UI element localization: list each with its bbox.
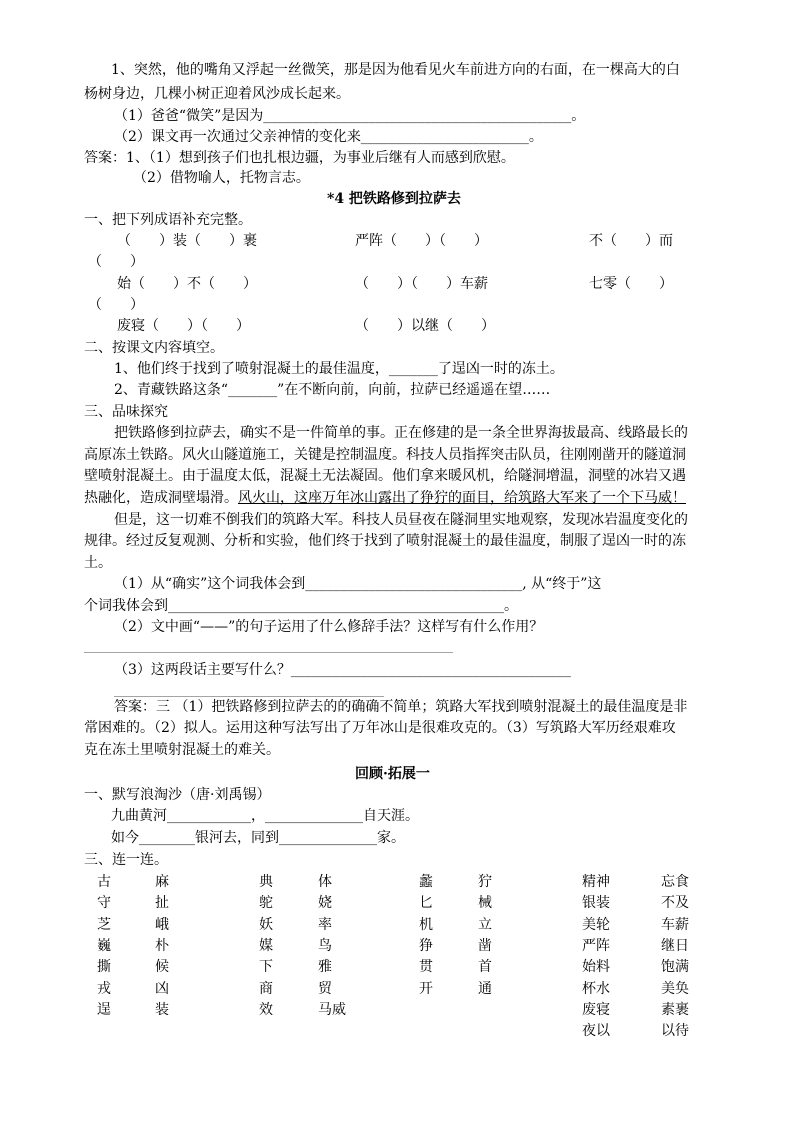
idiom-3-2: （ ）以继（ ） <box>355 318 495 334</box>
q1-line-2: 杨树身边，几棵小树正迎着风沙成长起来。 <box>84 86 350 102</box>
idiom-1-3: 不（ ）而 <box>589 233 673 249</box>
question-2: （2）文中画“——”的句子运用了什么修辞手法？这样写有什么作用？ <box>114 619 544 635</box>
passage-1-line-2: 高原冻土铁路。风火山隧道施工，关键是控制温度。科技人员指挥突击队员，往刚刚凿开的隧道洞 <box>84 447 686 463</box>
answer-blank-line-2: ____________________________________________________________ <box>114 687 384 697</box>
match-item: 扯 <box>155 895 169 912</box>
idiom-2-2: （ ）（ ）车薪 <box>355 276 488 292</box>
match-item: 古 <box>97 874 111 890</box>
answer-line-1: 答案：三 （1）把铁路修到拉萨去的的确确不简单；筑路大军找到喷射混凝土的最佳温度是非 <box>114 699 688 715</box>
match-item: 狰 <box>419 937 433 954</box>
match-item: 精神 <box>582 874 610 890</box>
match-item: 雅 <box>318 959 332 976</box>
match-item: 开 <box>419 980 433 997</box>
match-item: 不及 <box>661 895 689 912</box>
match-item: 候 <box>155 959 169 976</box>
passage-1-line-1: 把铁路修到拉萨去，确实不是一件简单的事。正在修建的是一条全世界海拔最高、线路最长的 <box>114 425 688 441</box>
match-item: 匕 <box>419 895 433 912</box>
match-item: 撕 <box>97 959 111 976</box>
match-item: 忘食 <box>661 874 689 890</box>
match-item: 体 <box>318 874 332 890</box>
match-item: 妖 <box>259 916 273 933</box>
match-item: 狞 <box>478 874 492 890</box>
idiom-2-3: 七零（ ） <box>589 276 673 292</box>
match-item: 继日 <box>661 937 689 954</box>
idiom-3-1: 废寝（ ）（ ） <box>117 318 250 334</box>
match-item: 车薪 <box>661 916 689 933</box>
q1-sub-2: （2）课文再一次通过父亲神情的变化来________________________。 <box>114 129 543 145</box>
idiom-1-2: 严阵（ ）（ ） <box>355 233 488 249</box>
match-item: 朴 <box>155 937 169 954</box>
answer-line-2: 常困难的。（2）拟人。运用这种写法写出了万年冰山是很难攻克的。（3）写筑路大军历经艰难攻 <box>84 720 676 736</box>
question-1a: （1）从“确实”这个词我体会到_______________________________, 从“终于”这 <box>114 576 602 592</box>
q1-answer-1: 答案：1、（1）想到孩子们也扎根边疆，为事业后继有人而感到欣慰。 <box>84 150 515 166</box>
poem-line-2: 如今________银河去，同到______________家。 <box>111 830 405 846</box>
idiom-1-3-wrap: （ ） <box>88 254 144 270</box>
answer-line-3: 克在冻土里喷射混凝土的难关。 <box>84 742 280 758</box>
match-item: 马威 <box>318 1001 346 1018</box>
answer-blank-line: __________________________________________________________________________________ <box>84 643 453 653</box>
match-item: 饱满 <box>661 959 689 976</box>
match-item: 废寝 <box>582 1001 610 1018</box>
match-item: 巍 <box>97 937 111 954</box>
match-item: 鸟 <box>318 937 332 954</box>
q1-line-1: 1、突然，他的嘴角又浮起一丝微笑，那是因为他看见火车前进方向的右面，在一棵高大的白 <box>111 62 680 78</box>
match-item: 逞 <box>97 1001 111 1018</box>
section-heading-2: 二、按课文内容填空。 <box>84 340 224 356</box>
match-item: 机 <box>419 916 433 933</box>
question-1b: 个词我体会到________________________________________________。 <box>84 598 518 614</box>
match-item: 蠡 <box>419 874 433 890</box>
match-item: 贯 <box>419 959 433 976</box>
match-item: 峨 <box>155 916 169 933</box>
passage-2-line-2: 规律。经过反复观测、分析和实验，他们终于找到了喷射混凝土的最佳温度，制服了逞凶一时的冻 <box>84 533 686 549</box>
match-item: 效 <box>259 1001 273 1018</box>
match-item: 戎 <box>97 980 111 997</box>
fill-1: 1、他们终于找到了喷射混凝土的最佳温度，_______了逞凶一时的冻土。 <box>114 361 564 377</box>
match-item: 凶 <box>155 980 169 997</box>
review-section-1: 一、默写浪淘沙（唐·刘禹锡） <box>84 787 271 803</box>
match-item: 守 <box>97 895 111 912</box>
match-item: 娆 <box>318 895 332 912</box>
match-item: 贸 <box>318 980 332 997</box>
idiom-1-1: （ ）装（ ）裹 <box>117 233 257 249</box>
match-item: 通 <box>478 980 492 997</box>
match-item: 素裹 <box>661 1001 689 1018</box>
match-item: 首 <box>478 959 492 976</box>
match-item: 以待 <box>661 1023 689 1040</box>
match-item: 夜以 <box>582 1023 610 1040</box>
passage-2-line-3: 土。 <box>84 555 112 571</box>
passage-1-line-4 <box>84 488 686 508</box>
match-item: 美轮 <box>582 916 610 933</box>
review-title: 回顾·拓展一 <box>355 766 430 782</box>
underlined-sentence: 风火山，这座万年冰山露出了狰狞的面目，给筑路大军来了一个下马威！ <box>238 490 686 506</box>
match-item: 美奂 <box>661 980 689 997</box>
question-3: （3）这两段话主要写什么？________________________________________ <box>114 662 571 678</box>
review-section-3: 三、连一连。 <box>84 852 168 868</box>
match-item: 银装 <box>582 895 610 912</box>
match-item: 鸵 <box>259 895 273 912</box>
match-item: 典 <box>259 874 273 890</box>
q1-answer-2: （2）借物喻人，托物言志。 <box>133 170 310 186</box>
match-item: 械 <box>478 895 492 912</box>
idiom-2-3-wrap: （ ） <box>88 297 144 313</box>
idiom-2-1: 始（ ）不（ ） <box>117 276 257 292</box>
match-item: 始料 <box>582 959 610 976</box>
q1-sub-1: （1）爸爸“微笑”是因为____________________________________________。 <box>114 108 586 124</box>
match-item: 严阵 <box>582 937 610 954</box>
match-item: 立 <box>478 916 492 933</box>
match-item: 下 <box>259 959 273 976</box>
passage-2-line-1: 但是，这一切难不倒我们的筑路大军。科技人员昼夜在隧洞里实地观察，发现冰岩温度变化的 <box>114 512 688 528</box>
match-item: 麻 <box>155 874 169 890</box>
section-heading-1: 一、把下列成语补充完整。 <box>84 212 252 228</box>
match-item: 凿 <box>478 937 492 954</box>
match-item: 装 <box>155 1001 169 1018</box>
section-heading-3: 三、品味探究 <box>84 404 168 420</box>
passage-1-line-4-plain: 热融化，造成洞壁塌滑。 <box>84 490 238 506</box>
lesson-title: *4 把铁路修到拉萨去 <box>327 191 461 207</box>
match-item: 媒 <box>259 937 273 954</box>
match-item: 芝 <box>97 916 111 933</box>
match-item: 商 <box>259 980 273 997</box>
poem-line-1: 九曲黄河____________，______________自天涯。 <box>111 808 419 824</box>
fill-2: 2、青藏铁路这条“_______”在不断向前，向前，拉萨已经遥遥在望…… <box>114 382 551 398</box>
match-item: 率 <box>318 916 332 933</box>
match-item: 杯水 <box>582 980 610 997</box>
passage-1-line-3: 壁喷射混凝土。由于温度太低，混凝土无法凝固。他们拿来暖风机，给隧洞增温，洞壁的冰岩又遇 <box>84 468 686 484</box>
